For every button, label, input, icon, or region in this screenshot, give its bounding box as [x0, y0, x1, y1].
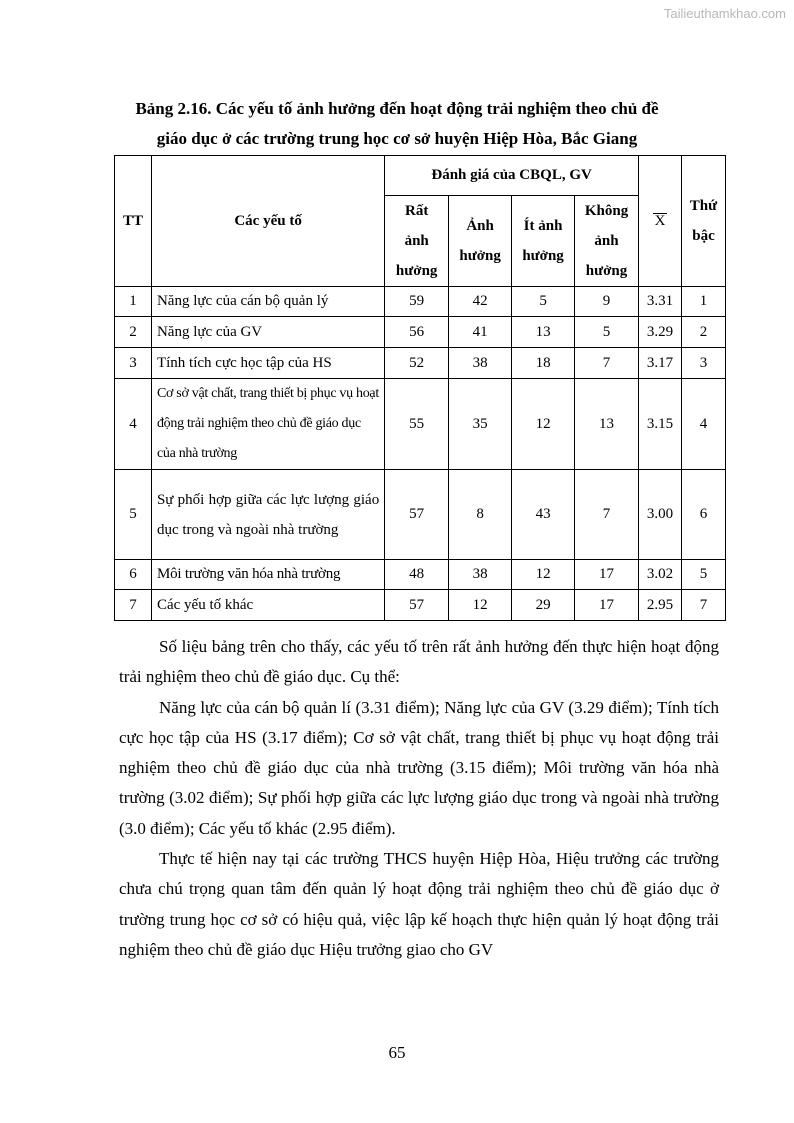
header-rank-line-1: Thứ [689, 198, 718, 214]
cell-rank: 2 [681, 317, 725, 348]
body-text [119, 632, 719, 965]
cell-little: 13 [512, 317, 575, 348]
cell-little: 5 [512, 287, 575, 317]
cell-none: 17 [575, 590, 639, 621]
cell-little: 18 [512, 348, 575, 379]
header-tt: TT [115, 156, 152, 287]
cell-affect: 41 [449, 317, 512, 348]
paragraph-1: Số liệu bảng trên cho thấy, các yếu tố trên rất ảnh hưởng đến thực hiện hoạt động trải nghiệm theo chủ đề giáo dục. Cụ thể: [119, 637, 719, 687]
header-rank-line-2: bậc [692, 228, 715, 244]
header-factor: Các yếu tố [151, 156, 384, 287]
header-very-line-1: Rất [405, 203, 429, 219]
cell-tt: 3 [115, 348, 152, 379]
cell-mean: 3.17 [639, 348, 682, 379]
cell-affect: 12 [449, 590, 512, 621]
header-little-line-2: hưởng [522, 248, 564, 264]
cell-tt: 1 [115, 287, 152, 317]
cell-none: 7 [575, 348, 639, 379]
cell-little: 12 [512, 379, 575, 470]
table-row [115, 470, 726, 560]
header-very-line-3: hưởng [395, 263, 438, 279]
table-caption [112, 94, 682, 154]
cell-affect: 35 [449, 379, 512, 470]
table-row [115, 590, 726, 621]
cell-little: 43 [512, 470, 575, 560]
mean-symbol: X [654, 212, 666, 229]
cell-mean: 3.31 [639, 287, 682, 317]
header-no-affect [575, 196, 639, 287]
header-affect-line-2: hưởng [459, 248, 501, 264]
cell-factor: Năng lực của GV [151, 317, 384, 348]
cell-little: 29 [512, 590, 575, 621]
header-affect-line-1: Ảnh [466, 218, 494, 234]
cell-factor: Năng lực của cán bộ quản lý [151, 287, 384, 317]
cell-rank: 5 [681, 560, 725, 590]
header-little-affect [512, 196, 575, 287]
watermark: Tailieuthamkhao.com [663, 6, 786, 21]
cell-tt: 6 [115, 560, 152, 590]
cell-very: 48 [385, 560, 449, 590]
cell-factor: Môi trường văn hóa nhà trường [151, 560, 384, 590]
cell-rank: 3 [681, 348, 725, 379]
cell-none: 7 [575, 470, 639, 560]
header-very-affect [385, 196, 449, 287]
cell-none: 9 [575, 287, 639, 317]
cell-very: 56 [385, 317, 449, 348]
table-row [115, 560, 726, 590]
table-row [115, 287, 726, 317]
cell-tt: 2 [115, 317, 152, 348]
cell-factor: Tính tích cực học tập của HS [151, 348, 384, 379]
cell-rank: 6 [681, 470, 725, 560]
cell-little: 12 [512, 560, 575, 590]
page-number: 65 [388, 1043, 406, 1062]
factors-table [114, 155, 726, 621]
cell-very: 57 [385, 470, 449, 560]
cell-none: 5 [575, 317, 639, 348]
header-mean [639, 156, 682, 287]
paragraph-3: Thực tế hiện nay tại các trường THCS huyện Hiệp Hòa, Hiệu trưởng các trường chưa chú trọng quan tâm đến quản lý hoạt động trải nghiệm theo chủ đề giáo dục ở trường trung học cơ sở có hiệu quả, việc lập kế hoạch thực hiện quản lý hoạt động trải nghiệm theo chủ đề giáo dục Hiệu trưởng giao cho GV [119, 849, 719, 959]
cell-factor: Các yếu tố khác [151, 590, 384, 621]
header-rank [681, 156, 725, 287]
cell-rank: 7 [681, 590, 725, 621]
header-none-line-3: hưởng [585, 263, 628, 279]
cell-mean: 3.15 [639, 379, 682, 470]
table-row [115, 348, 726, 379]
cell-factor: Sự phối hợp giữa các lực lượng giáo dục trong và ngoài nhà trường [151, 470, 384, 560]
cell-very: 55 [385, 379, 449, 470]
header-affect [449, 196, 512, 287]
cell-affect: 38 [449, 348, 512, 379]
cell-tt: 4 [115, 379, 152, 470]
header-none-line-1: Không [584, 203, 629, 219]
header-row-1 [115, 156, 726, 196]
table-row [115, 317, 726, 348]
cell-none: 17 [575, 560, 639, 590]
cell-none: 13 [575, 379, 639, 470]
cell-very: 52 [385, 348, 449, 379]
caption-line-1: Bảng 2.16. Các yếu tố ảnh hưởng đến hoạt động trải nghiệm theo chủ đề [135, 99, 659, 118]
cell-very: 59 [385, 287, 449, 317]
header-little-line-1: Ít ảnh [523, 218, 563, 234]
cell-affect: 38 [449, 560, 512, 590]
cell-rank: 1 [681, 287, 725, 317]
cell-rank: 4 [681, 379, 725, 470]
cell-affect: 8 [449, 470, 512, 560]
cell-tt: 5 [115, 470, 152, 560]
header-very-line-2: ảnh [404, 233, 429, 249]
table-row [115, 379, 726, 470]
paragraph-2: Năng lực của cán bộ quản lí (3.31 điểm); Năng lực của GV (3.29 điểm); Tính tích cực học tập của HS (3.17 điểm); Cơ sở vật chất, trang thiết bị phục vụ hoạt động trải nghiệm theo chủ đề giáo dục của nhà trường (3.15 điểm); Môi trường văn hóa nhà trường (3.02 điểm); Sự phối hợp giữa các lực lượng giáo dục trong và ngoài nhà trường (3.0 điểm); Các yếu tố khác (2.95 điểm). [119, 697, 719, 838]
cell-affect: 42 [449, 287, 512, 317]
cell-mean: 3.00 [639, 470, 682, 560]
cell-mean: 3.29 [639, 317, 682, 348]
header-evaluation-group: Đánh giá của CBQL, GV [385, 156, 639, 196]
cell-tt: 7 [115, 590, 152, 621]
cell-mean: 3.02 [639, 560, 682, 590]
caption-line-2: giáo dục ở các trường trung học cơ sở huyện Hiệp Hòa, Bắc Giang [156, 129, 638, 148]
cell-very: 57 [385, 590, 449, 621]
cell-factor: Cơ sở vật chất, trang thiết bị phục vụ hoạt động trải nghiệm theo chủ đề giáo dục của nhà trường [151, 379, 384, 470]
cell-mean: 2.95 [639, 590, 682, 621]
header-none-line-2: ảnh [594, 233, 619, 249]
